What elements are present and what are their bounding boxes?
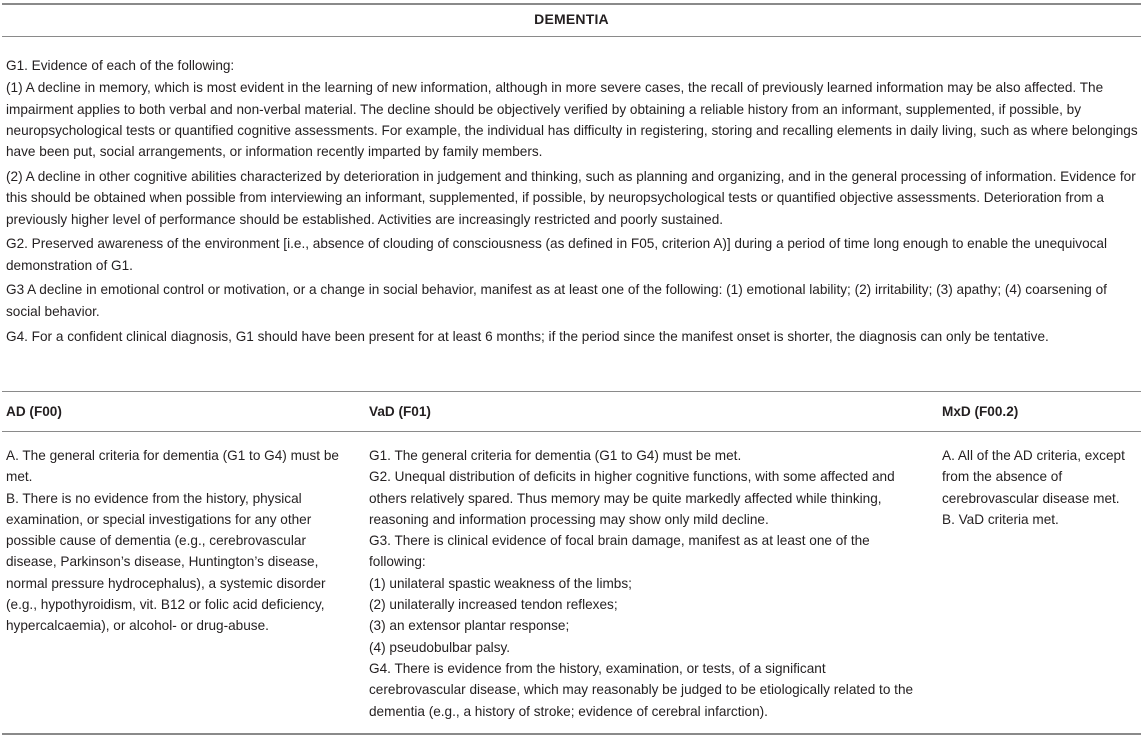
- vad-criterion-g2: G2. Unequal distribution of deficits in higher cognitive functions, with some affected and others relatively spared. Thus memory may be quite markedly affected while thinking, reasoning and information processing may show only mild decline.: [369, 469, 895, 527]
- column-header-vad: VaD (F01): [369, 404, 431, 419]
- table-title: DEMENTIA: [534, 11, 609, 27]
- column-body-ad: [6, 445, 358, 637]
- vad-g3-item-3: (3) an extensor plantar response;: [369, 618, 570, 634]
- subtype-header-top-rule: [2, 391, 1141, 392]
- subtype-header-bottom-rule: [2, 431, 1141, 432]
- vad-g3-item-2: (2) unilaterally increased tendon reflexes;: [369, 597, 618, 613]
- criterion-g1-memory: (1) A decline in memory, which is most evident in the learning of new information, although in more severe cases, the recall of previously learned information may be also affected. The impairment applies to both verbal and non-verbal material. The decline should be objectively verified by obtaining a reliable history from an informant, supplemented, if possible, by neuropsychological tests or quantified cognitive assessments. For example, the individual has difficulty in registering, storing and recalling elements in daily living, such as where belongings have been put, social arrangements, or information recently imparted by family members.: [6, 80, 1138, 160]
- column-header-ad: AD (F00): [6, 404, 62, 419]
- ad-criterion-a: A. The general criteria for dementia (G1 to G4) must be met.: [6, 448, 339, 485]
- column-body-mxd: [942, 445, 1138, 530]
- criterion-g1-cognitive: (2) A decline in other cognitive abilities characterized by deterioration in judgement and thinking, such as planning and organizing, and in the general processing of information. Evidence for this should be obtained when possible from interviewing an informant, supplemented, if possible, by neuropsychological tests or quantified objective assessments. Deterioration from a previously higher level of performance should be established. Activities are increasingly restricted and poorly sustained.: [6, 168, 1136, 227]
- column-header-mxd: MxD (F00.2): [942, 404, 1019, 419]
- vad-g3-item-4: (4) pseudobulbar palsy.: [369, 639, 511, 655]
- mxd-criterion-a: A. All of the AD criteria, except from the absence of cerebrovascular disease met.: [942, 448, 1125, 506]
- ad-criterion-b: B. There is no evidence from the history, physical examination, or special investigations for any other possible cause of dementia (e.g., cerebrovascular disease, Parkinson’s disease, Huntington’s disease, normal pressure hydrocephalus), a systemic disorder (e.g., hypothyroidism, vit. B12 or folic acid deficiency, hypercalcaemia), or alcohol- or drug-abuse.: [6, 490, 326, 634]
- criterion-g2: G2. Preserved awareness of the environment [i.e., absence of clouding of consciousness (as defined in F05, criterion A)] during a period of time long enough to enable the unequivocal demonstration of G1.: [6, 236, 1108, 273]
- criterion-g4: G4. For a confident clinical diagnosis, G1 should have been present for at least 6 months; if the period since the manifest onset is shorter, the diagnosis can only be tentative.: [6, 328, 1049, 344]
- general-criteria: [6, 55, 1138, 350]
- criterion-g3: G3 A decline in emotional control or motivation, or a change in social behavior, manifest as at least one of the following: (1) emotional lability; (2) irritability; (3) apathy; (4) coarsening of social behavior.: [6, 282, 1107, 319]
- mxd-criterion-b: B. VaD criteria met.: [942, 511, 1059, 527]
- table-bottom-rule: [2, 733, 1141, 735]
- vad-g3-item-1: (1) unilateral spastic weakness of the limbs;: [369, 575, 632, 591]
- vad-criterion-g4: G4. There is evidence from the history, examination, or tests, of a significant cerebrovascular disease, which may reasonably be judged to be etiologically related to the dementia (e.g., a history of stroke; evidence of cerebral infarction).: [369, 660, 914, 719]
- criterion-g1-intro: G1. Evidence of each of the following:: [6, 58, 235, 73]
- title-divider: [2, 36, 1141, 37]
- vad-criterion-g3: G3. There is clinical evidence of focal brain damage, manifest as at least one of the following:: [369, 533, 870, 570]
- column-body-vad: [369, 445, 914, 722]
- vad-criterion-g1: G1. The general criteria for dementia (G1 to G4) must be met.: [369, 448, 742, 463]
- table-top-rule: [2, 3, 1141, 5]
